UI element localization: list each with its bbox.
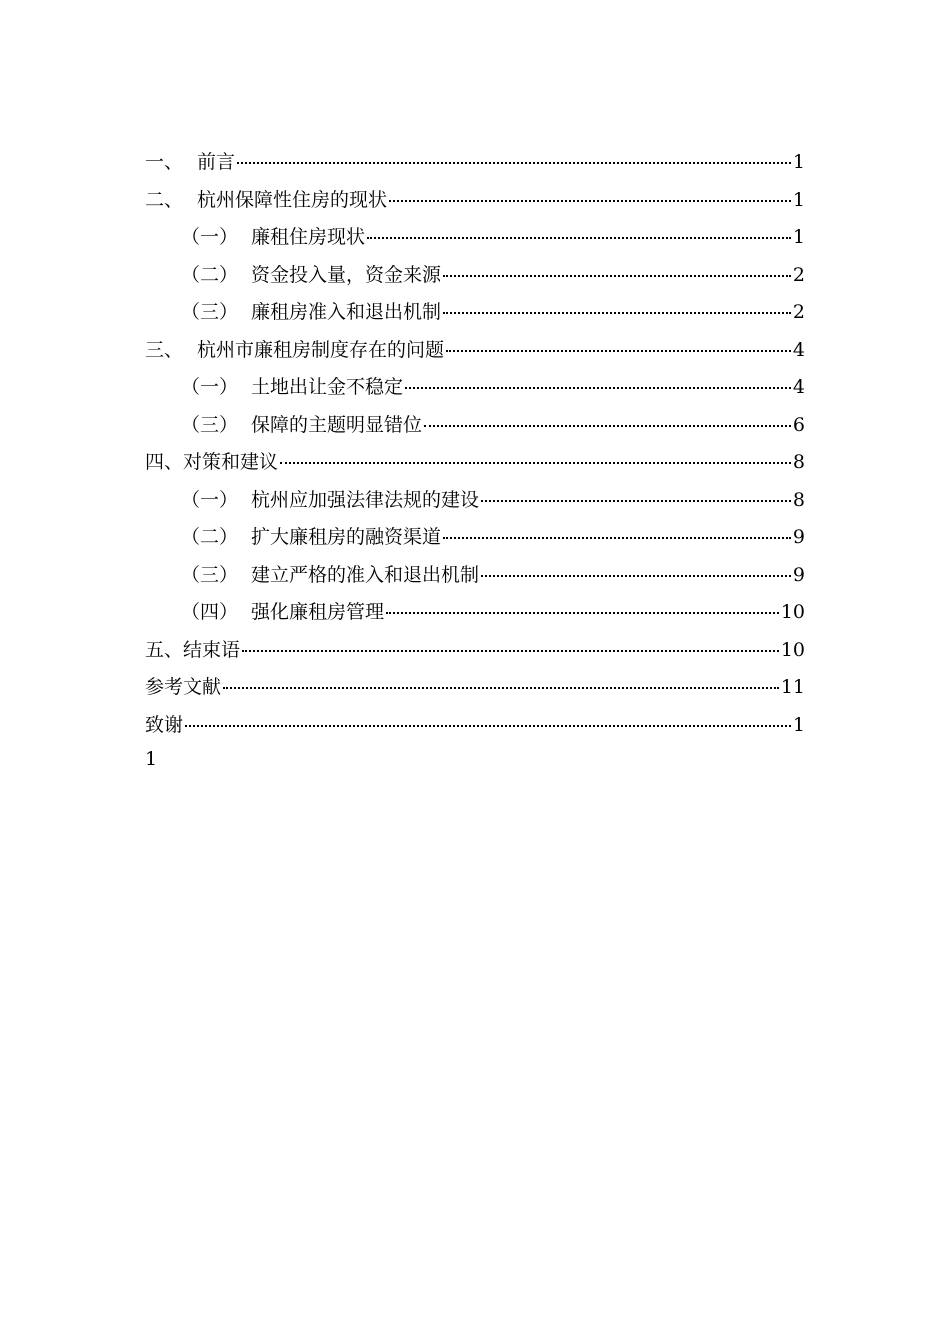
toc-entry-number: （三） bbox=[181, 413, 239, 436]
toc-entry[interactable] bbox=[145, 707, 805, 745]
dot-leader bbox=[237, 161, 791, 164]
toc-entry-page: 4 bbox=[792, 338, 805, 361]
toc-entry-title: 前言 bbox=[197, 151, 236, 173]
toc-entry[interactable] bbox=[145, 182, 805, 220]
toc-entry-title: 廉租房准入和退出机制 bbox=[251, 301, 442, 323]
toc-entry[interactable] bbox=[145, 632, 805, 670]
toc-entry[interactable] bbox=[145, 594, 805, 632]
dot-leader bbox=[424, 424, 791, 427]
dot-leader bbox=[481, 499, 791, 502]
toc-entry-page: 9 bbox=[792, 563, 805, 586]
toc-entry-number: 五、 bbox=[145, 638, 184, 661]
toc-entry-number: 四、 bbox=[145, 451, 184, 473]
toc-entry[interactable] bbox=[145, 219, 805, 257]
toc-entry-page: 9 bbox=[792, 526, 805, 548]
toc-entry-page: 1 bbox=[792, 713, 805, 736]
toc-entry-title: 强化廉租房管理 bbox=[251, 601, 385, 623]
toc-entry-number: （一） bbox=[181, 488, 239, 511]
dot-leader bbox=[389, 199, 791, 202]
toc-entry-page: 8 bbox=[792, 451, 805, 473]
toc-entry[interactable] bbox=[145, 669, 805, 707]
dot-leader bbox=[481, 574, 791, 577]
toc-entry-page: 10 bbox=[780, 638, 805, 661]
dot-leader bbox=[223, 686, 779, 689]
toc-entry-number: （二） bbox=[181, 526, 239, 548]
toc-entry[interactable] bbox=[145, 144, 805, 182]
dot-leader bbox=[280, 461, 791, 464]
toc-entry-page: 2 bbox=[792, 263, 805, 286]
toc-entry-number: （一） bbox=[181, 376, 239, 398]
dot-leader bbox=[443, 311, 791, 314]
toc-entry[interactable] bbox=[145, 257, 805, 295]
toc-entry-title: 廉租住房现状 bbox=[251, 226, 366, 248]
toc-entry-page: 8 bbox=[792, 488, 805, 511]
toc-entry-number: 二、 bbox=[145, 188, 184, 211]
toc-entry[interactable] bbox=[145, 557, 805, 595]
toc-entry[interactable] bbox=[145, 482, 805, 520]
toc-entry[interactable] bbox=[145, 332, 805, 370]
toc-entry[interactable] bbox=[145, 294, 805, 332]
toc-entry-number: （三） bbox=[181, 563, 239, 586]
dot-leader bbox=[185, 724, 791, 727]
toc-entry-number: （一） bbox=[181, 226, 239, 248]
toc-entry-page: 1 bbox=[792, 151, 805, 173]
toc-entry-title: 杭州市廉租房制度存在的问题 bbox=[197, 338, 445, 361]
toc-entry-number: 三、 bbox=[145, 338, 184, 361]
toc-entry-number: 一、 bbox=[145, 151, 184, 173]
dot-leader bbox=[446, 349, 791, 352]
toc-entry-page: 1 bbox=[792, 226, 805, 248]
dot-leader bbox=[443, 274, 791, 277]
toc-entry-page: 2 bbox=[792, 301, 805, 323]
dot-leader bbox=[443, 536, 791, 539]
toc-entry-title: 建立严格的准入和退出机制 bbox=[251, 563, 480, 586]
toc-entry[interactable] bbox=[145, 519, 805, 557]
dot-leader bbox=[242, 649, 779, 652]
dot-leader bbox=[367, 236, 791, 239]
toc-entry[interactable] bbox=[145, 444, 805, 482]
toc-entry-page: 4 bbox=[792, 376, 805, 398]
toc-entry-title: 土地出让金不稳定 bbox=[251, 376, 404, 398]
toc-entry-number: （四） bbox=[181, 601, 239, 623]
toc-entry-title: 对策和建议 bbox=[183, 451, 279, 473]
toc-entry-title: 结束语 bbox=[183, 638, 241, 661]
toc-entry-page: 6 bbox=[792, 413, 805, 436]
toc-entry-title: 杭州应加强法律法规的建设 bbox=[251, 488, 480, 511]
toc-entry-title: 保障的主题明显错位 bbox=[251, 413, 423, 436]
toc-entry-number: （二） bbox=[181, 263, 239, 286]
dot-leader bbox=[386, 611, 779, 614]
page-number: 1 bbox=[145, 748, 158, 770]
toc-entry-title: 扩大廉租房的融资渠道 bbox=[251, 526, 442, 548]
toc-entry-title: 资金投入量，资金来源 bbox=[251, 263, 442, 286]
toc-entry-page: 11 bbox=[780, 676, 805, 698]
toc-entry-title: 参考文献 bbox=[145, 676, 222, 698]
dot-leader bbox=[405, 386, 791, 389]
toc-entry-page: 1 bbox=[792, 188, 805, 211]
table-of-contents bbox=[145, 144, 805, 744]
toc-entry[interactable] bbox=[145, 369, 805, 407]
toc-entry-title: 致谢 bbox=[145, 713, 184, 736]
toc-entry[interactable] bbox=[145, 407, 805, 445]
toc-entry-page: 10 bbox=[780, 601, 805, 623]
toc-entry-number: （三） bbox=[181, 301, 239, 323]
toc-entry-title: 杭州保障性住房的现状 bbox=[197, 188, 388, 211]
